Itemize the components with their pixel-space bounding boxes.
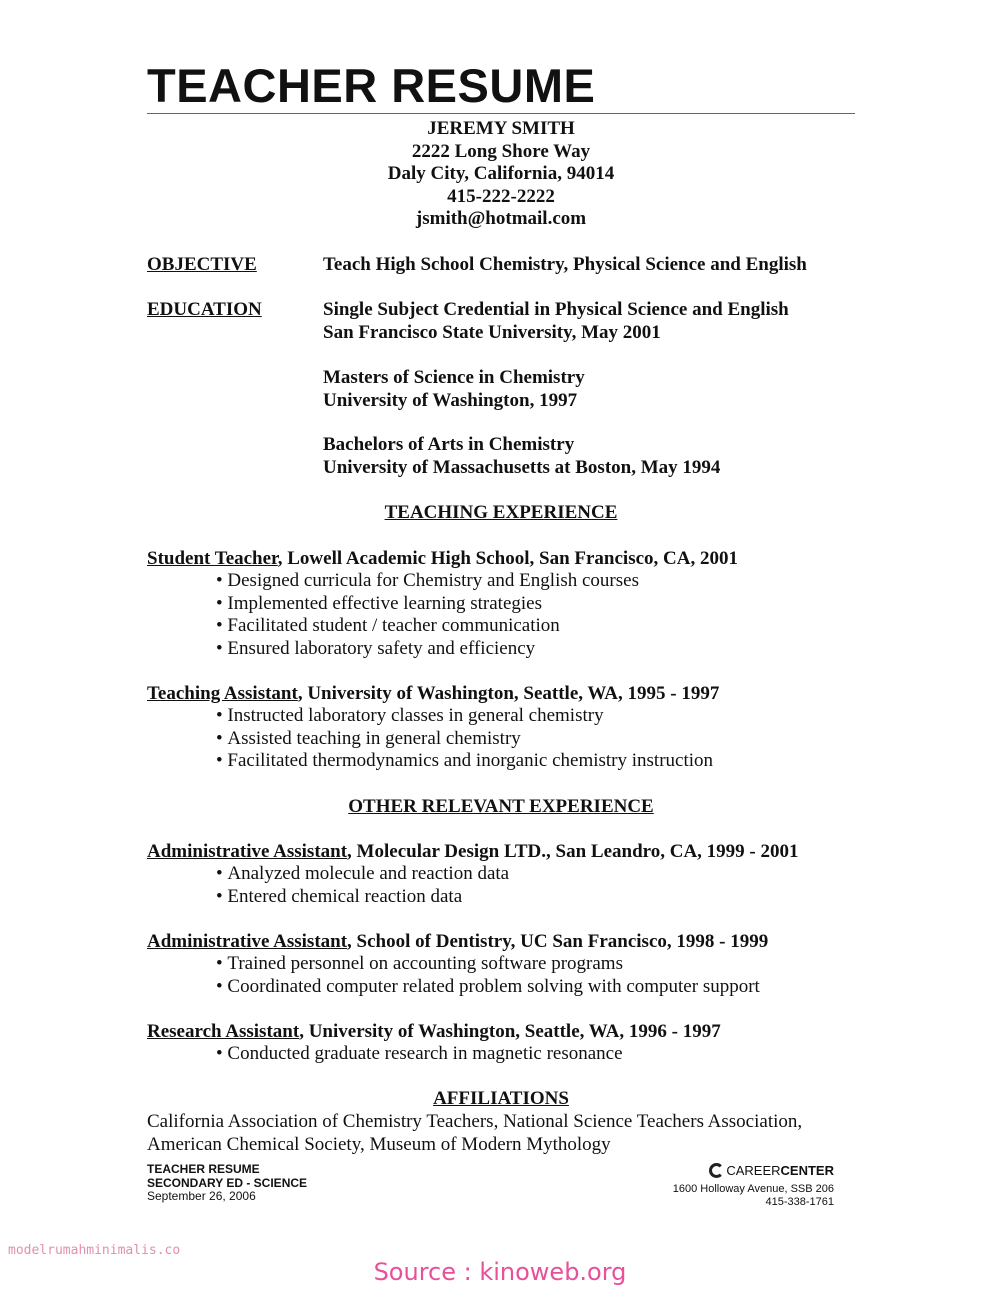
other-experience-heading	[147, 796, 855, 818]
bullet-item: • Implemented effective learning strategies	[216, 593, 639, 616]
bullet-item: • Facilitated thermodynamics and inorganic chemistry instruction	[216, 750, 713, 773]
contact-address: 2222 Long Shore Way	[411, 140, 591, 162]
objective-label: OBJECTIVE	[147, 254, 257, 275]
job-bullets	[216, 953, 760, 998]
affiliations-heading	[147, 1088, 855, 1110]
affiliations-line: California Association of Chemistry Teachers, National Science Teachers Association,	[147, 1111, 803, 1132]
bullet-item: • Ensured laboratory safety and efficiency	[216, 638, 639, 661]
footer-left	[147, 1163, 307, 1204]
teaching-experience-heading-text: TEACHING EXPERIENCE	[384, 502, 618, 523]
job-bullets	[216, 705, 713, 773]
logo-text-center: CENTER	[780, 1162, 834, 1178]
resume-title: TEACHER RESUME	[147, 59, 596, 112]
job-role: Student Teacher	[147, 548, 278, 569]
footer-right	[673, 1163, 834, 1210]
job-title	[147, 548, 738, 570]
affiliations-heading-text: AFFILIATIONS	[433, 1088, 569, 1109]
contact-name: JEREMY SMITH	[427, 118, 575, 139]
job-title	[147, 683, 719, 705]
job-details: , University of Washington, Seattle, WA, 1996 - 1997	[299, 1021, 721, 1042]
education-label: EDUCATION	[147, 299, 262, 320]
footer-doc-title: TEACHER RESUME	[147, 1162, 260, 1176]
bullet-item: • Conducted graduate research in magnetic resonance	[216, 1043, 623, 1066]
teaching-experience-heading	[147, 502, 855, 524]
career-center-icon	[709, 1163, 724, 1178]
education-entry	[323, 367, 585, 412]
education-entry	[323, 299, 789, 344]
job-title	[147, 1021, 721, 1043]
job-bullets	[216, 1043, 623, 1066]
contact-city: Daly City, California, 94014	[387, 163, 615, 184]
bullet-item: • Analyzed molecule and reaction data	[216, 863, 509, 886]
job-bullets	[216, 570, 639, 660]
logo-text-career: CAREER	[726, 1162, 781, 1178]
title-divider	[147, 113, 855, 114]
education-degree: Bachelors of Arts in Chemistry	[323, 434, 575, 455]
bullet-item: • Assisted teaching in general chemistry	[216, 728, 713, 751]
career-center-logo	[709, 1163, 834, 1178]
source-caption: Source : kinoweb.org	[373, 1258, 627, 1286]
bullet-item: • Entered chemical reaction data	[216, 886, 509, 909]
bullet-item: • Facilitated student / teacher communication	[216, 615, 639, 638]
job-details: , Molecular Design LTD., San Leandro, CA, 1999 - 2001	[347, 841, 799, 862]
education-degree: Masters of Science in Chemistry	[323, 367, 585, 388]
bullet-item: • Instructed laboratory classes in general chemistry	[216, 705, 713, 728]
footer-address: 1600 Holloway Avenue, SSB 206	[672, 1182, 834, 1195]
job-bullets	[216, 863, 509, 908]
footer-date: September 26, 2006	[147, 1189, 256, 1203]
footer-doc-subtitle: SECONDARY ED - SCIENCE	[147, 1175, 308, 1190]
education-degree: Single Subject Credential in Physical Science and English	[323, 299, 789, 320]
education-entry	[323, 434, 720, 479]
education-school: University of Washington, 1997	[323, 389, 578, 411]
contact-block	[147, 118, 855, 231]
job-role: Research Assistant	[147, 1021, 300, 1042]
other-experience-heading-text: OTHER RELEVANT EXPERIENCE	[348, 796, 654, 817]
job-details: , School of Dentistry, UC San Francisco, 1998 - 1999	[347, 931, 769, 952]
education-school: University of Massachusetts at Boston, May 1994	[323, 456, 721, 478]
affiliations-line: American Chemical Society, Museum of Modern Mythology	[147, 1133, 611, 1155]
bullet-item: • Coordinated computer related problem solving with computer support	[216, 976, 760, 999]
job-role: Teaching Assistant	[147, 683, 298, 704]
job-title	[147, 931, 768, 953]
watermark-text: modelrumahminimalis.co	[8, 1243, 181, 1258]
job-details: , Lowell Academic High School, San Francisco, CA, 2001	[277, 548, 738, 569]
bullet-item: • Trained personnel on accounting software programs	[216, 953, 760, 976]
education-school: San Francisco State University, May 2001	[323, 321, 661, 343]
footer-phone: 415-338-1761	[765, 1196, 834, 1208]
contact-email: jsmith@hotmail.com	[415, 208, 587, 229]
job-role: Administrative Assistant	[147, 931, 348, 952]
affiliations-text	[147, 1111, 867, 1156]
job-role: Administrative Assistant	[147, 841, 348, 862]
job-details: , University of Washington, Seattle, WA, 1995 - 1997	[297, 683, 720, 704]
job-title	[147, 841, 799, 863]
contact-phone: 415-222-2222	[447, 185, 555, 207]
bullet-item: • Designed curricula for Chemistry and English courses	[216, 570, 639, 593]
objective-text: Teach High School Chemistry, Physical Science and English	[323, 254, 807, 275]
